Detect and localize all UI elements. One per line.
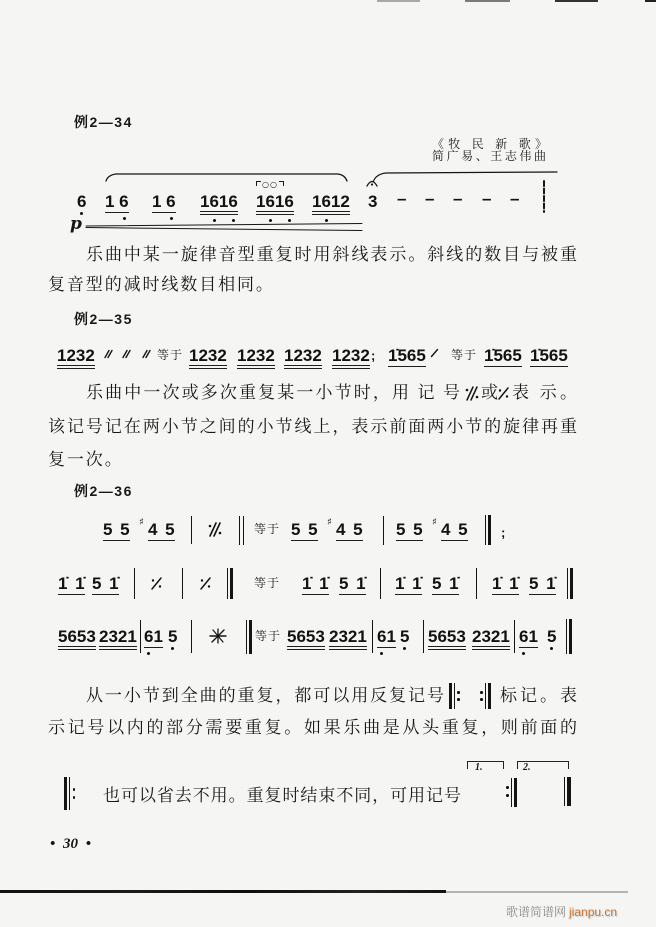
note-group: 1̇565	[388, 346, 426, 365]
note-group: 1232	[57, 347, 95, 369]
low-octave-dot	[232, 219, 235, 222]
double-barline	[243, 516, 244, 545]
final-barline	[488, 515, 491, 545]
note-group: 5 5	[396, 520, 423, 539]
barline	[182, 568, 183, 599]
low-octave-dot	[269, 219, 272, 222]
repeat-thick-bar	[488, 683, 491, 709]
sustain-dash: –	[397, 189, 407, 208]
watermark-site: 歌谱简谱网	[506, 905, 567, 919]
note-group: 5653	[58, 628, 96, 650]
note-group: 4 5	[441, 520, 468, 539]
note-group: 5653	[287, 628, 325, 650]
two-bar-repeat-icon	[209, 628, 227, 644]
note-group: 5 1̇	[432, 574, 459, 593]
note-group: 1612	[312, 193, 350, 215]
low-octave-dot	[213, 219, 216, 222]
barline	[514, 620, 515, 653]
note-group: 5 1̇	[529, 574, 556, 593]
separator: ;	[371, 348, 376, 363]
note-group: 1232	[237, 347, 275, 369]
note-group: 1616	[200, 193, 238, 215]
final-barline	[485, 515, 486, 545]
repeat-thin-bar	[511, 778, 512, 807]
note-group: 4 5	[148, 520, 175, 539]
note-group: 5653	[428, 628, 466, 650]
barline	[140, 620, 141, 653]
body-text-line: 表 示。	[512, 383, 577, 402]
source-composer: 简广易、王志伟曲	[432, 149, 546, 163]
double-slash-repeat-icon	[142, 350, 151, 358]
source-title: 《牧 民 新 歌》	[432, 137, 547, 151]
repeat-thin-bar	[454, 683, 455, 709]
repeat-thin-bar	[69, 777, 70, 810]
repeat-thick-bar	[64, 777, 67, 810]
low-octave-dot	[380, 652, 383, 655]
equals-word: 等于	[157, 348, 184, 362]
note-group: 6	[77, 192, 87, 211]
repeat-dot	[457, 691, 460, 694]
final-barline	[566, 619, 567, 654]
note-group: 61	[519, 627, 538, 646]
slur-line	[373, 172, 557, 182]
repeat-thick-bar	[514, 778, 517, 807]
note-group: 1 6	[105, 192, 129, 211]
low-octave-dot	[171, 647, 174, 650]
body-text-line: 复一次。	[48, 450, 124, 469]
watermark-domain: jianpu.cn	[569, 905, 618, 919]
final-barline	[570, 568, 573, 599]
double-barline	[227, 568, 228, 599]
barline	[191, 620, 192, 653]
note-group: 61	[377, 627, 396, 646]
note-group: 5 5	[291, 520, 318, 539]
note-group: 1232	[332, 347, 370, 369]
body-text-line: 复音型的减时线数目相同。	[48, 275, 275, 294]
note-group: 5 1̇	[92, 574, 119, 593]
repeat-dot	[73, 796, 76, 799]
note-group: 1232	[189, 347, 227, 369]
repeat-thick-bar	[449, 683, 452, 709]
double-slash-repeat-icon	[122, 350, 131, 358]
body-text-word: 或	[481, 383, 498, 402]
example-label: 例2—35	[74, 311, 133, 327]
final-barline	[567, 777, 571, 806]
body-text-line: 示记号以内的部分需要重复。如果乐曲是从头重复，则前面的	[48, 718, 577, 737]
one-bar-repeat-single-icon	[497, 387, 510, 400]
final-barline	[567, 568, 568, 599]
note-group: 2321	[472, 628, 510, 650]
fermata-dot	[371, 183, 373, 185]
one-bar-repeat-single-icon	[150, 577, 163, 590]
low-octave-dot	[147, 652, 150, 655]
body-text-line: 也可以省去不用。重复时结束不同，可用记号	[103, 786, 461, 805]
note-group: 1̇565	[530, 346, 568, 365]
barline	[476, 568, 477, 599]
double-slash-repeat-icon	[104, 350, 113, 358]
final-barline	[569, 619, 572, 654]
note-group: 5	[400, 627, 410, 646]
note-group: 2321	[329, 628, 367, 650]
repeat-end-sign	[480, 683, 492, 709]
note-group: 5	[547, 627, 557, 646]
dynamic-marking: p	[70, 214, 82, 234]
body-text-line: 乐曲中某一旋律音型重复时用斜线表示。斜线的数目与被重	[86, 245, 577, 264]
example-label: 例2—34	[74, 114, 133, 130]
body-text-line: 该记号记在两小节之间的小节线上，表示前面两小节的旋律再重	[48, 417, 577, 436]
note-group: 4 5	[336, 520, 363, 539]
repeat-start-sign	[449, 683, 461, 709]
low-octave-dot	[522, 652, 525, 655]
low-octave-dot	[123, 217, 126, 220]
equals-word: 等于	[254, 576, 281, 590]
equals-word: 等于	[451, 348, 478, 362]
double-barline	[230, 568, 233, 599]
barline	[191, 516, 192, 544]
repeat-dot	[506, 794, 509, 797]
note-group: 5 5	[103, 520, 130, 539]
repeat-dot	[506, 786, 509, 789]
low-octave-dot	[403, 647, 406, 650]
low-octave-dot	[170, 217, 173, 220]
barline	[380, 568, 381, 599]
note-group: 1̇565	[484, 346, 522, 365]
sustain-dash: –	[482, 189, 492, 208]
first-ending-label: 1.	[475, 762, 483, 773]
final-barline	[564, 777, 565, 806]
low-octave-dot	[550, 647, 553, 650]
repeat-dot	[480, 691, 483, 694]
repeat-end-sign	[506, 778, 519, 807]
single-slash-repeat-icon	[430, 349, 439, 357]
body-text-line: 标记。表	[500, 686, 577, 705]
page-number: • 30 •	[50, 836, 92, 852]
body-text-line: 从一小节到全曲的重复，都可以用反复记号	[86, 686, 444, 705]
equals-word: 等于	[254, 522, 281, 536]
watermark	[506, 905, 617, 919]
sustain-dash: –	[425, 189, 435, 208]
body-text-line: 乐曲中一次或多次重复某一小节时，用 记 号	[86, 383, 460, 402]
barline	[372, 620, 373, 653]
repeat-thin-bar	[485, 683, 486, 709]
note-group: 2321	[99, 628, 137, 650]
low-octave-dot	[325, 219, 328, 222]
one-bar-repeat-double-icon	[464, 386, 480, 401]
note-group: 61	[144, 627, 163, 646]
barline	[383, 516, 384, 545]
double-barline	[249, 620, 252, 654]
one-bar-repeat-double-icon	[207, 522, 223, 537]
sustain-dash: –	[453, 189, 463, 208]
note-group: 5	[168, 627, 178, 646]
repeat-start-sign	[64, 777, 76, 810]
note-group: 1̇ 1̇	[58, 574, 85, 593]
repeat-dot	[480, 698, 483, 701]
barline	[134, 568, 135, 599]
note-group: 1̇ 1̇	[492, 574, 519, 593]
repeat-dot	[457, 698, 460, 701]
ornament-mark: ○○	[262, 180, 278, 189]
double-barline	[239, 516, 240, 545]
double-barline	[246, 620, 247, 654]
sustain-dash: –	[510, 189, 520, 208]
sharp-sign: ♯	[327, 517, 332, 528]
sharp-sign: ♯	[432, 517, 437, 528]
footer-rule	[0, 890, 446, 893]
note-group: 5 1̇	[339, 574, 366, 593]
note-group: 1 6	[152, 192, 176, 211]
note-group: 1232	[284, 347, 322, 369]
equals-word: 等于	[255, 629, 282, 643]
first-ending-bracket	[467, 761, 504, 769]
note-group: 1̇ 1̇	[302, 574, 329, 593]
one-bar-repeat-single-icon	[199, 577, 212, 590]
footer-rule-faded	[446, 891, 628, 893]
low-octave-dot	[288, 219, 291, 222]
separator: ;	[501, 525, 506, 540]
hairpin-icon	[86, 224, 362, 231]
slur-line	[106, 174, 347, 181]
second-ending-label: 2.	[523, 762, 531, 773]
note-group: 1̇ 1̇	[395, 574, 422, 593]
sharp-sign: ♯	[139, 517, 144, 528]
example-label: 例2—36	[74, 483, 133, 499]
note-group: 3	[368, 192, 378, 211]
note-group: 1616	[256, 193, 294, 215]
barline	[423, 620, 424, 653]
repeat-dot	[73, 788, 76, 791]
